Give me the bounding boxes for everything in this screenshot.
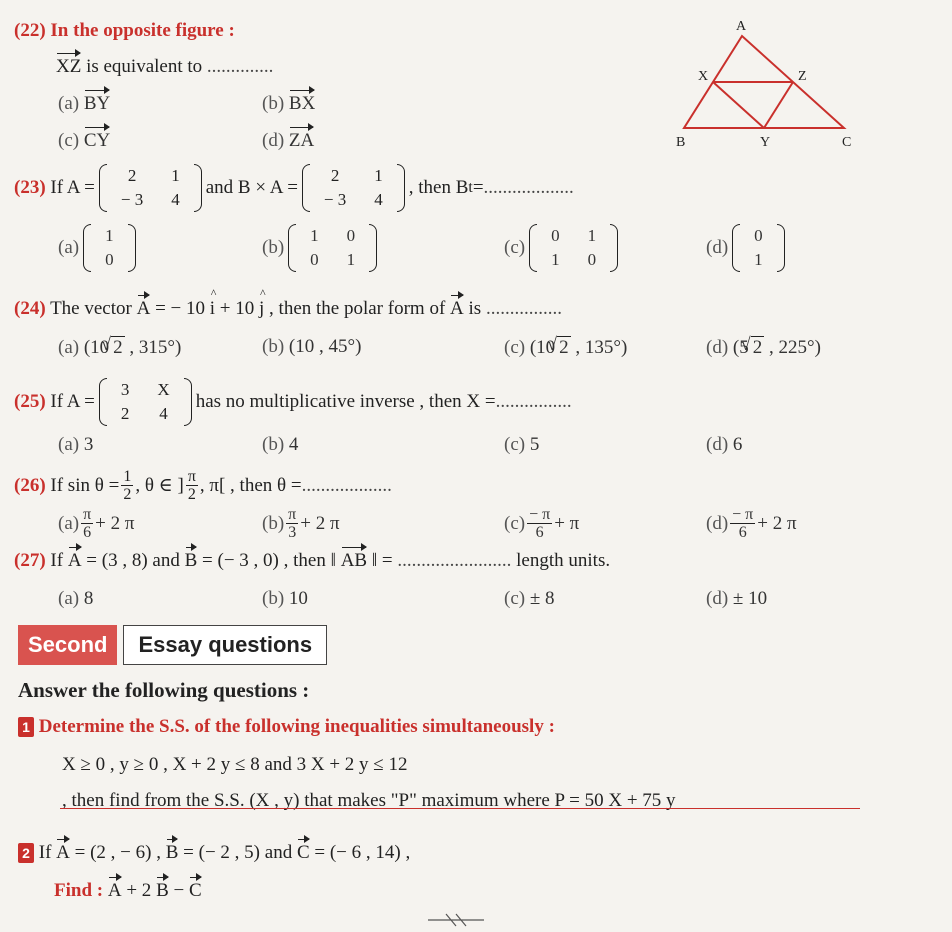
- q27-option-b[interactable]: (b) 10: [262, 588, 308, 609]
- q24-stem: (24) The vector A = − 10 i ^ + 10 j ^ , then the polar form of A is ................: [14, 298, 562, 320]
- q22-option-a[interactable]: (a) BY: [58, 93, 111, 114]
- q27-option-c[interactable]: (c) ± 8: [504, 588, 555, 609]
- vector-xz: XZ: [56, 56, 82, 77]
- section-heading: [18, 625, 327, 665]
- q23-option-d[interactable]: (d) 0 1: [706, 224, 789, 272]
- section-second: Second: [18, 625, 117, 665]
- q26-stem: (26) If sin θ = $\frac{1}{2}$ , θ ∈ ] $\frac{\pi}{2}$ , π[ , then θ = ...................: [14, 468, 392, 503]
- q25-stem: (25) If A = 3 X 2 4 has no multiplicative inverse , then X = ................: [14, 378, 572, 426]
- q25-option-a[interactable]: (a) 3: [58, 434, 94, 455]
- label-c: C: [842, 135, 852, 150]
- label-y: Y: [760, 135, 771, 150]
- essay-1-badge: 1: [18, 717, 34, 737]
- q27-option-a[interactable]: (a) 8: [58, 588, 94, 609]
- q26-option-c[interactable]: (c) $\frac{- \pi}{6}$ + π: [504, 506, 580, 541]
- divider: [60, 808, 860, 809]
- q27-option-d[interactable]: (d) ± 10: [706, 588, 768, 609]
- q22-option-d[interactable]: (d) ZA: [262, 130, 315, 151]
- label-z: Z: [798, 69, 807, 84]
- q24-option-b[interactable]: (b) (10 , 45°): [262, 336, 362, 357]
- q23-option-a[interactable]: (a) 1 0: [58, 224, 140, 272]
- label-x: X: [698, 69, 709, 84]
- matrix-a: 2 1 − 3 4: [99, 164, 202, 212]
- section-essay: Essay questions: [123, 625, 327, 665]
- essay-2-stem: 2 If A = (2 , − 6) , B = (− 2 , 5) and C = (− 6 , 14) ,: [18, 842, 410, 864]
- q25-option-c[interactable]: (c) 5: [504, 434, 540, 455]
- q27-stem: (27) If A = (3 , 8) and B = (− 3 , 0) , then ‖ AB ‖ = ........................ length units.: [14, 550, 611, 571]
- q22-stem: [56, 56, 273, 78]
- q22-blank: ..............: [206, 56, 274, 77]
- label-a: A: [736, 19, 747, 34]
- q22-stem-text: is equivalent to: [81, 56, 207, 77]
- q22-title: (22) In the opposite figure :: [14, 20, 235, 41]
- essay-2-find: Find : A + 2 B − C: [54, 880, 202, 901]
- q24-option-a[interactable]: (a) (10√ 2 , 315°): [58, 336, 181, 359]
- essay-2-badge: 2: [18, 843, 34, 863]
- answer-heading: Answer the following questions :: [18, 678, 310, 702]
- matrix-a-25: 3 X 2 4: [99, 378, 192, 426]
- q26-option-a[interactable]: (a) $\frac{\pi}{6}$ + 2 π: [58, 506, 135, 541]
- q24-option-d[interactable]: (d) (5√ 2 , 225°): [706, 336, 821, 359]
- ornament-icon: [426, 912, 486, 928]
- label-b: B: [676, 135, 686, 150]
- triangle-figure: [672, 14, 872, 154]
- q23-option-b[interactable]: (b) 1 0 0 1: [262, 224, 381, 272]
- essay-1-line2: , then find from the S.S. (X , y) that makes "P" maximum where P = 50 X + 75 y: [62, 790, 676, 811]
- q25-option-d[interactable]: (d) 6: [706, 434, 743, 455]
- q22-option-b[interactable]: (b) BX: [262, 93, 316, 114]
- essay-1-title: 1 Determine the S.S. of the following inequalities simultaneously :: [18, 716, 555, 738]
- q26-option-b[interactable]: (b) $\frac{\pi}{3}$ + 2 π: [262, 506, 340, 541]
- q23-option-c[interactable]: (c) 0 1 1 0: [504, 224, 622, 272]
- q23-stem: (23) If A = 2 1 − 3 4 and B × A = 2 1 − 3 4 , then B t = ...................: [14, 164, 574, 212]
- q22-option-c[interactable]: (c) CY: [58, 130, 111, 151]
- q25-option-b[interactable]: (b) 4: [262, 434, 299, 455]
- matrix-ba: 2 1 − 3 4: [302, 164, 405, 212]
- q24-option-c[interactable]: (c) (10√ 2 , 135°): [504, 336, 627, 359]
- essay-1-line1: X ≥ 0 , y ≥ 0 , X + 2 y ≤ 8 and 3 X + 2 y ≤ 12: [62, 754, 408, 775]
- q26-option-d[interactable]: (d) $\frac{- \pi}{6}$ + 2 π: [706, 506, 797, 541]
